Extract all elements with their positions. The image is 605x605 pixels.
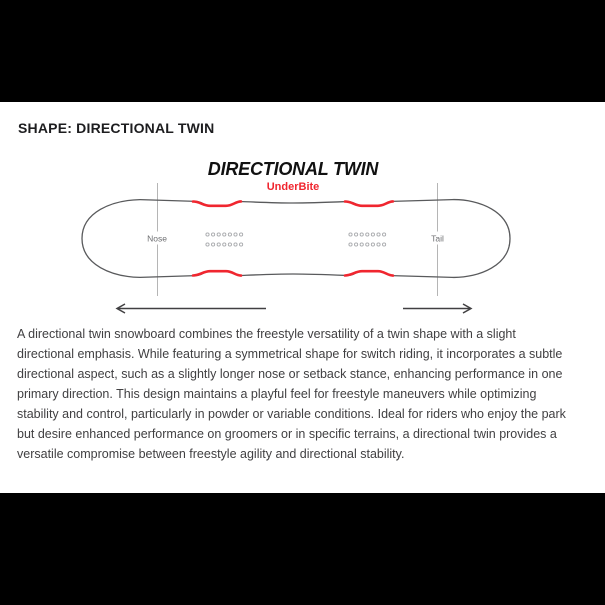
description-line: primary direction. This design maintains a playful feel for freestyle maneuvers while optimizing [17,387,537,401]
nose-direction-arrow [117,304,266,313]
underbite-bottom-right [345,271,393,275]
description-line: but desire enhanced performance on groomers or in specific terrains, a directional twin provides a [17,427,557,441]
page-title: SHAPE: DIRECTIONAL TWIN [18,120,215,136]
insert-dot [217,233,220,236]
underbite-top-right [345,201,393,205]
insert-dot [360,233,363,236]
insert-dot [383,243,386,246]
insert-dot [355,233,358,236]
diagram-title: DIRECTIONAL TWIN [207,159,379,179]
insert-dots [206,233,386,246]
insert-dot [349,233,352,236]
description-line: A directional twin snowboard combines the freestyle versatility of a twin shape with a slight [17,327,516,341]
description-line: directional aspect, such as a slightly longer nose or setback stance, enhancing performance in one [17,367,563,381]
insert-dot [371,233,374,236]
letterbox-bottom [0,493,605,605]
insert-dot [349,243,352,246]
insert-dot [234,243,237,246]
tail-label-group [425,232,451,245]
product-shape-image [0,102,605,493]
description-paragraph [17,324,592,464]
letterbox-top [0,0,605,102]
insert-dot [383,233,386,236]
underbite-bottom-left [193,271,241,275]
insert-dot [355,243,358,246]
insert-dot [212,243,215,246]
description-line: directional emphasis. While featuring a symmetrical shape for switch riding, it incorporates a subtle [17,347,563,361]
underbite-top-left [193,201,241,205]
insert-dot [212,233,215,236]
insert-dot [223,243,226,246]
insert-dot [240,243,243,246]
insert-dot [371,243,374,246]
nose-label: Nose [147,233,167,244]
description-line: versatile compromise between freestyle agility and directional stability. [17,447,405,461]
insert-dot [228,233,231,236]
insert-dot [377,243,380,246]
diagram-subtitle: UnderBite [266,181,320,193]
insert-dot [217,243,220,246]
insert-dot [206,233,209,236]
insert-dot [240,233,243,236]
insert-dot [206,243,209,246]
insert-dot [234,233,237,236]
nose-label-group [141,232,173,245]
underbite-segments [193,201,393,275]
insert-dot [228,243,231,246]
tail-direction-arrow [403,304,471,313]
insert-dot [377,233,380,236]
insert-dot [366,233,369,236]
insert-dot [366,243,369,246]
tail-label: Tail [431,233,444,244]
insert-dot [223,233,226,236]
insert-dot [360,243,363,246]
description-line: stability and control, particularly in powder or variable conditions. Ideal for riders who enjoy the park [17,407,566,421]
